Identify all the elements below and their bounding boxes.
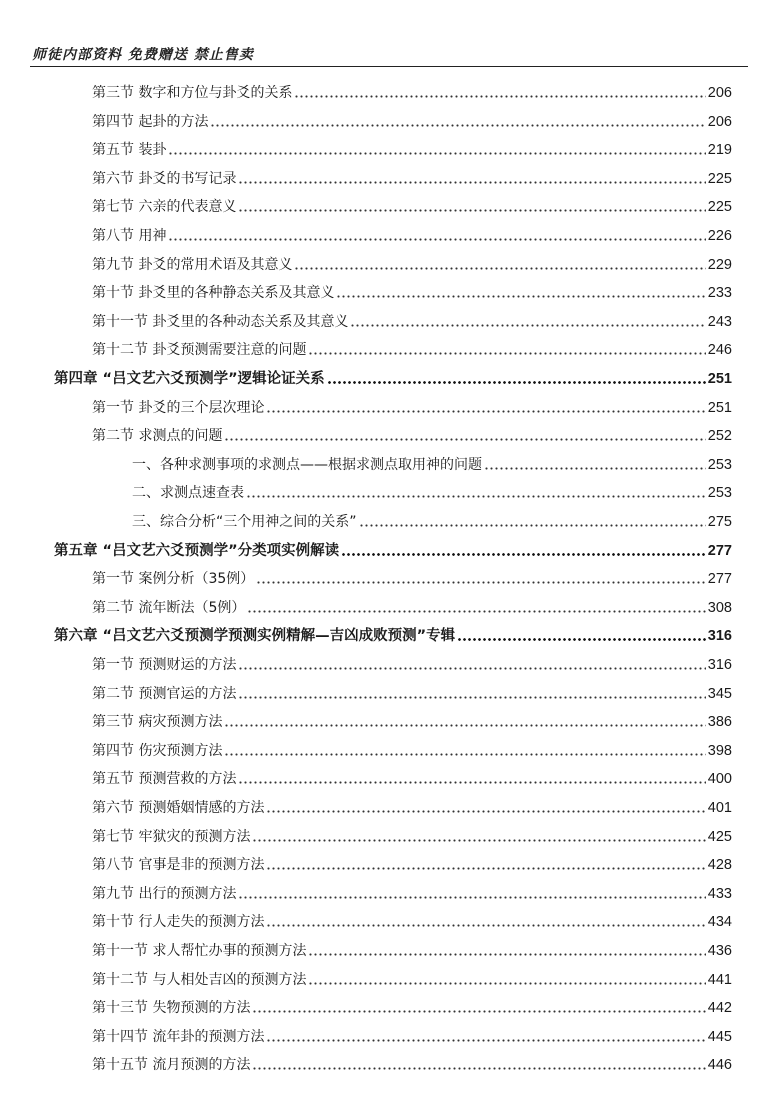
header-divider: [30, 66, 748, 67]
toc-section-entry: [92, 971, 732, 989]
toc-section-entry: [92, 198, 732, 216]
toc-entry-title: 第九节 卦爻的常用术语及其意义: [92, 257, 293, 273]
toc-page-number: 425: [707, 829, 732, 845]
toc-entry-title: 第六章 “吕文艺六爻预测学预测实例精解—吉凶成败预测”专辑: [54, 628, 456, 644]
toc-section-entry: [92, 399, 732, 417]
toc-section-entry: [92, 341, 732, 359]
toc-page-number: 243: [707, 314, 732, 330]
toc-page-number: 308: [707, 600, 732, 616]
toc-page-number: 219: [707, 142, 732, 158]
toc-page-number: 226: [707, 228, 732, 244]
toc-section-entry: [92, 656, 732, 674]
dot-leader: [350, 324, 705, 327]
dot-leader: [252, 1067, 705, 1070]
toc-page-number: 386: [707, 714, 732, 730]
toc-entry-title: 第十四节 流年卦的预测方法: [92, 1029, 265, 1045]
toc-section-entry: [92, 227, 732, 245]
toc-page-number: 401: [707, 800, 732, 816]
toc-entry-title: 第二节 流年断法（5例）: [92, 600, 246, 616]
toc-page-number: 445: [707, 1029, 732, 1045]
toc-section-entry: [92, 313, 732, 331]
toc-entry-title: 第十节 行人走失的预测方法: [92, 914, 265, 930]
toc-entry-title: 第三节 数字和方位与卦爻的关系: [92, 85, 293, 101]
toc-section-entry: [92, 713, 732, 731]
toc-entry-title: 第十三节 失物预测的方法: [92, 1000, 251, 1016]
toc-section-entry: [92, 84, 732, 102]
toc-entry-title: 一、各种求测事项的求测点——根据求测点取用神的问题: [132, 457, 482, 473]
toc-section-entry: [92, 1056, 732, 1074]
toc-entry-title: 第三节 病灾预测方法: [92, 714, 223, 730]
dot-leader: [341, 553, 706, 556]
toc-entry-title: 第六节 预测婚姻情感的方法: [92, 800, 265, 816]
dot-leader: [238, 181, 705, 184]
toc-entry-title: 第五章 “吕文艺六爻预测学”分类项实例解读: [54, 543, 340, 559]
dot-leader: [247, 610, 705, 613]
dot-leader: [308, 982, 705, 985]
toc-section-entry: [92, 913, 732, 931]
toc-section-entry: [92, 999, 732, 1017]
toc-subsection-entry: [132, 456, 732, 474]
toc-page-number: 251: [707, 371, 732, 387]
toc-entry-title: 第五节 装卦: [92, 142, 167, 158]
dot-leader: [359, 524, 706, 527]
dot-leader: [238, 896, 705, 899]
toc-subsection-entry: [132, 513, 732, 531]
dot-leader: [308, 352, 705, 355]
toc-entry-title: 第七节 牢狱灾的预测方法: [92, 829, 251, 845]
dot-leader: [224, 753, 705, 756]
toc-entry-title: 第十二节 与人相处吉凶的预测方法: [92, 972, 307, 988]
toc-entry-title: 第五节 预测营救的方法: [92, 771, 237, 787]
toc-section-entry: [92, 170, 732, 188]
toc-section-entry: [92, 856, 732, 874]
toc-page-number: 433: [707, 886, 732, 902]
dot-leader: [246, 495, 706, 498]
toc-section-entry: [92, 141, 732, 159]
toc-section-entry: [92, 599, 732, 617]
toc-entry-title: 第十五节 流月预测的方法: [92, 1057, 251, 1073]
dot-leader: [308, 953, 705, 956]
toc-page-number: 275: [707, 514, 732, 530]
toc-entry-title: 第八节 用神: [92, 228, 167, 244]
toc-section-entry: [92, 742, 732, 760]
toc-page-number: 434: [707, 914, 732, 930]
toc-page-number: 316: [707, 657, 732, 673]
toc-page-number: 246: [707, 342, 732, 358]
toc-entry-title: 第一节 预测财运的方法: [92, 657, 237, 673]
dot-leader: [224, 724, 705, 727]
dot-leader: [266, 810, 705, 813]
dot-leader: [256, 581, 706, 584]
toc-entry-title: 第二节 预测官运的方法: [92, 686, 237, 702]
toc-chapter-entry: [54, 627, 732, 645]
toc-section-entry: [92, 284, 732, 302]
dot-leader: [294, 267, 705, 270]
dot-leader: [266, 867, 705, 870]
dot-leader: [457, 638, 706, 641]
dot-leader: [266, 410, 705, 413]
toc-section-entry: [92, 1028, 732, 1046]
toc-entry-title: 第一节 案例分析（35例）: [92, 571, 255, 587]
toc-entry-title: 第十一节 求人帮忙办事的预测方法: [92, 943, 307, 959]
toc-page-number: 436: [707, 943, 732, 959]
toc-entry-title: 第十节 卦爻里的各种静态关系及其意义: [92, 285, 335, 301]
toc-page-number: 252: [707, 428, 732, 444]
toc-entry-title: 第一节 卦爻的三个层次理论: [92, 400, 265, 416]
toc-entry-title: 第十二节 卦爻预测需要注意的问题: [92, 342, 307, 358]
dot-leader: [336, 295, 705, 298]
toc-page-number: 446: [707, 1057, 732, 1073]
dot-leader: [238, 209, 705, 212]
toc-section-entry: [92, 570, 732, 588]
dot-leader: [327, 381, 706, 384]
toc-section-entry: [92, 799, 732, 817]
dot-leader: [266, 1039, 705, 1042]
dot-leader: [168, 238, 705, 241]
toc-page-number: 253: [707, 485, 732, 501]
dot-leader: [484, 467, 706, 470]
page-header: 师徒内部资料 免费赠送 禁止售卖: [32, 47, 254, 63]
toc-section-entry: [92, 770, 732, 788]
toc-entry-title: 第九节 出行的预测方法: [92, 886, 237, 902]
toc-section-entry: [92, 256, 732, 274]
toc-entry-title: 第七节 六亲的代表意义: [92, 199, 237, 215]
toc-entry-title: 第六节 卦爻的书写记录: [92, 171, 237, 187]
toc-page-number: 206: [707, 114, 732, 130]
toc-section-entry: [92, 828, 732, 846]
toc-entry-title: 三、综合分析“三个用神之间的关系”: [132, 514, 357, 530]
toc-section-entry: [92, 685, 732, 703]
toc-page-number: 441: [707, 972, 732, 988]
toc-entry-title: 第四节 伤灾预测方法: [92, 743, 223, 759]
dot-leader: [238, 696, 705, 699]
toc-page-number: 277: [707, 543, 732, 559]
dot-leader: [168, 152, 705, 155]
dot-leader: [224, 438, 705, 441]
dot-leader: [252, 839, 705, 842]
toc-section-entry: [92, 942, 732, 960]
toc-page-number: 316: [707, 628, 732, 644]
dot-leader: [252, 1010, 705, 1013]
dot-leader: [266, 924, 705, 927]
dot-leader: [238, 667, 705, 670]
toc-subsection-entry: [132, 484, 732, 502]
toc-page-number: 398: [707, 743, 732, 759]
toc-page-number: 225: [707, 171, 732, 187]
toc-chapter-entry: [54, 370, 732, 388]
toc-entry-title: 第四节 起卦的方法: [92, 114, 209, 130]
toc-entry-title: 第四章 “吕文艺六爻预测学”逻辑论证关系: [54, 371, 325, 387]
dot-leader: [210, 124, 705, 127]
toc-page-number: 229: [707, 257, 732, 273]
toc-entry-title: 第八节 官事是非的预测方法: [92, 857, 265, 873]
toc-page-number: 277: [707, 571, 732, 587]
toc-entry-title: 第二节 求测点的问题: [92, 428, 223, 444]
toc-page-number: 225: [707, 199, 732, 215]
toc-page-number: 233: [707, 285, 732, 301]
toc-entry-title: 二、求测点速查表: [132, 485, 244, 501]
toc-section-entry: [92, 113, 732, 131]
toc-page-number: 345: [707, 686, 732, 702]
toc-entry-title: 第十一节 卦爻里的各种动态关系及其意义: [92, 314, 349, 330]
dot-leader: [238, 781, 705, 784]
toc-section-entry: [92, 427, 732, 445]
toc-section-entry: [92, 885, 732, 903]
dot-leader: [294, 95, 705, 98]
toc-page-number: 428: [707, 857, 732, 873]
toc-chapter-entry: [54, 542, 732, 560]
toc-page-number: 206: [707, 85, 732, 101]
toc-page-number: 442: [707, 1000, 732, 1016]
toc-page-number: 400: [707, 771, 732, 787]
toc-page-number: 251: [707, 400, 732, 416]
toc-page-number: 253: [707, 457, 732, 473]
